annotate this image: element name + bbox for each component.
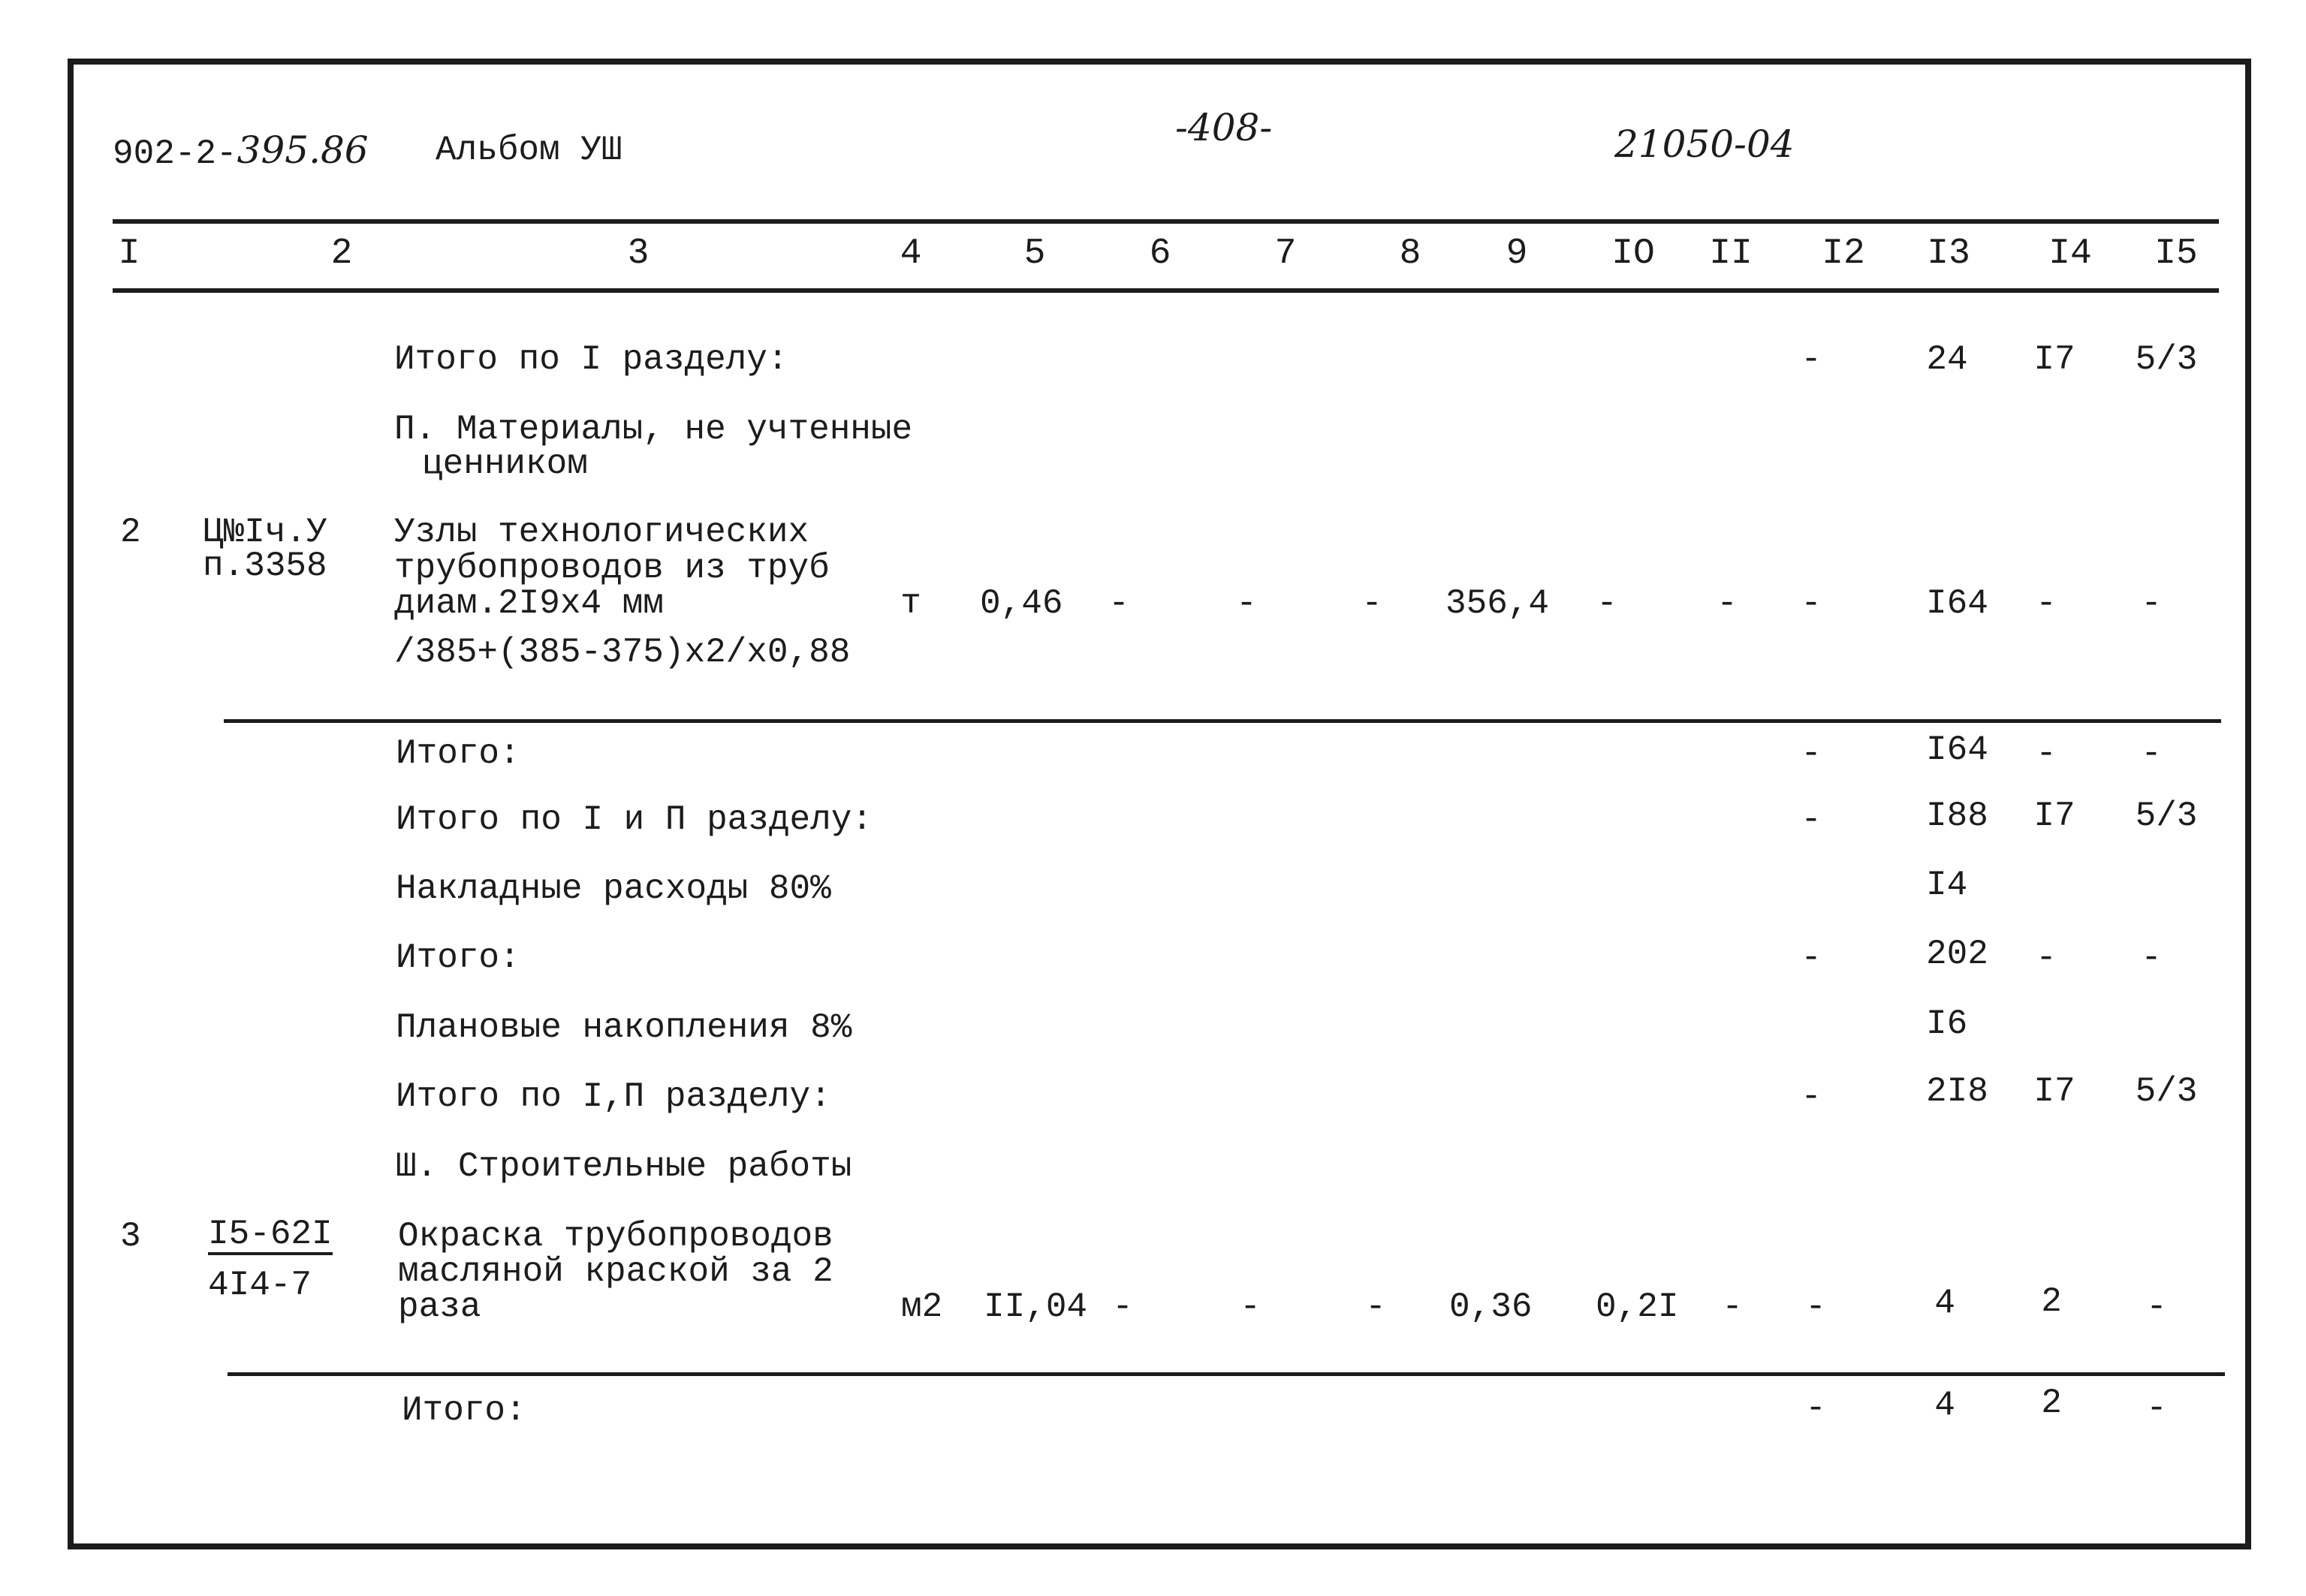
item3-c12: - bbox=[1805, 1287, 1826, 1326]
item2-number: 2 bbox=[120, 513, 141, 552]
total-d-c15: - bbox=[2146, 1389, 2167, 1428]
total-b-c12: - bbox=[1801, 938, 1822, 977]
item3-c10: 0,2I bbox=[1596, 1287, 1679, 1326]
col-header-2: 2 bbox=[330, 233, 353, 274]
col-header-8: 8 bbox=[1399, 233, 1421, 274]
item3-desc1: Окраска трубопроводов bbox=[398, 1217, 833, 1256]
planned-c13: I6 bbox=[1926, 1004, 1968, 1043]
col-header-5: 5 bbox=[1023, 233, 1046, 274]
col-header-6: 6 bbox=[1149, 233, 1171, 274]
total-c-c13: 2I8 bbox=[1926, 1072, 1988, 1111]
sec2-title-line2: ценником bbox=[422, 444, 588, 483]
item3-code1: I5-62I bbox=[208, 1215, 333, 1254]
item3-code2: 4I4-7 bbox=[208, 1266, 312, 1305]
sec3-title: Ш. Строительные работы bbox=[396, 1147, 852, 1186]
total-a-c14: - bbox=[2036, 734, 2057, 773]
total-c-c12: - bbox=[1801, 1077, 1822, 1116]
total-c-label: Итого по I,П разделу: bbox=[396, 1077, 831, 1116]
item2-c9: 356,4 bbox=[1445, 584, 1550, 623]
item3-c5: II,04 bbox=[984, 1287, 1088, 1326]
item3-c7: - bbox=[1240, 1287, 1261, 1326]
item3-c8: - bbox=[1365, 1287, 1386, 1326]
item3-number: 3 bbox=[120, 1217, 141, 1256]
item2-desc2: трубопроводов из труб bbox=[394, 549, 830, 588]
total-1-2-c15: 5/3 bbox=[2135, 796, 2198, 836]
planned-label: Плановые накопления 8% bbox=[396, 1008, 852, 1047]
project-code: 21050-04 bbox=[1614, 122, 1795, 166]
total-b-c15: - bbox=[2141, 938, 2162, 977]
doc-number: 902-2-395.86 bbox=[113, 128, 369, 173]
item2-c11: - bbox=[1717, 584, 1738, 623]
total-c-c14: I7 bbox=[2033, 1072, 2075, 1111]
col-header-9: 9 bbox=[1506, 233, 1528, 274]
col-header-14: I4 bbox=[2048, 233, 2092, 274]
total-c-c15: 5/3 bbox=[2135, 1072, 2198, 1111]
total-d-c13: 4 bbox=[1934, 1386, 1955, 1425]
item3-separator bbox=[228, 1372, 2225, 1376]
item2-c14: - bbox=[2036, 584, 2057, 623]
total-d-c14: 2 bbox=[2041, 1384, 2062, 1423]
total-a-c12: - bbox=[1801, 734, 1822, 773]
col-header-1: I bbox=[118, 233, 140, 274]
col-header-15: I5 bbox=[2154, 233, 2198, 274]
item2-c12: - bbox=[1801, 584, 1822, 623]
item3-c11: - bbox=[1722, 1287, 1743, 1326]
album-label: Альбом УШ bbox=[436, 131, 622, 170]
item2-c15: - bbox=[2141, 584, 2162, 623]
item2-c10: - bbox=[1596, 584, 1617, 623]
col-header-12: I2 bbox=[1822, 233, 1865, 274]
sec2-title-line1: П. Материалы, не учтенные bbox=[394, 410, 913, 449]
header-top-rule bbox=[113, 219, 2219, 224]
item3-unit: м2 bbox=[901, 1287, 943, 1326]
total-d-label: Итого: bbox=[402, 1391, 526, 1430]
col-header-10: IO bbox=[1611, 233, 1655, 274]
item2-c5: 0,46 bbox=[980, 584, 1063, 623]
overhead-c13: I4 bbox=[1926, 866, 1968, 905]
item2-desc1: Узлы технологических bbox=[394, 513, 809, 552]
col-header-13: I3 bbox=[1927, 233, 1970, 274]
item2-c8: - bbox=[1361, 584, 1382, 623]
item2-unit: т bbox=[900, 584, 921, 623]
item3-desc2: масляной краской за 2 bbox=[398, 1252, 833, 1291]
item3-c15: - bbox=[2146, 1287, 2167, 1326]
total-1-2-c14: I7 bbox=[2033, 796, 2075, 836]
item2-c6: - bbox=[1108, 584, 1129, 623]
sec1-total-label: Итого по I разделу: bbox=[394, 340, 788, 379]
item2-c7: - bbox=[1236, 584, 1257, 623]
total-a-c15: - bbox=[2141, 734, 2162, 773]
total-b-c14: - bbox=[2036, 938, 2057, 977]
total-d-c12: - bbox=[1805, 1389, 1826, 1428]
item2-code1: Ц№Iч.У bbox=[203, 513, 327, 552]
item3-c9: 0,36 bbox=[1449, 1287, 1533, 1326]
total-1-2-label: Итого по I и П разделу: bbox=[396, 800, 873, 839]
item3-c13: 4 bbox=[1934, 1284, 1955, 1323]
col-header-7: 7 bbox=[1274, 233, 1297, 274]
item2-desc3: диам.2I9х4 мм bbox=[394, 584, 664, 623]
item2-separator bbox=[224, 719, 2221, 723]
total-b-c13: 202 bbox=[1926, 935, 1988, 974]
col-header-3: 3 bbox=[627, 233, 650, 274]
total-a-c13: I64 bbox=[1926, 730, 1988, 769]
item2-code2: п.3358 bbox=[203, 547, 327, 586]
total-b-label: Итого: bbox=[396, 938, 520, 977]
col-header-11: II bbox=[1709, 233, 1753, 274]
sec1-total-c12: - bbox=[1801, 340, 1822, 379]
sec1-total-c15: 5/3 bbox=[2135, 340, 2198, 379]
item2-c13: I64 bbox=[1926, 584, 1988, 623]
item3-c14: 2 bbox=[2041, 1282, 2062, 1321]
total-1-2-c13: I88 bbox=[1926, 796, 1988, 836]
sec1-total-c13: 24 bbox=[1926, 340, 1968, 379]
page-number: -408- bbox=[1175, 106, 1273, 149]
item3-c6: - bbox=[1112, 1287, 1133, 1326]
sec1-total-c14: I7 bbox=[2033, 340, 2075, 379]
total-a-label: Итого: bbox=[396, 734, 520, 773]
item3-desc3: раза bbox=[398, 1287, 481, 1326]
header-bottom-rule bbox=[113, 288, 2219, 293]
item2-formula: /385+(385-375)х2/х0,88 bbox=[394, 633, 851, 672]
total-1-2-c12: - bbox=[1801, 800, 1822, 839]
col-header-4: 4 bbox=[900, 233, 922, 274]
overhead-label: Накладные расходы 80% bbox=[396, 869, 831, 908]
